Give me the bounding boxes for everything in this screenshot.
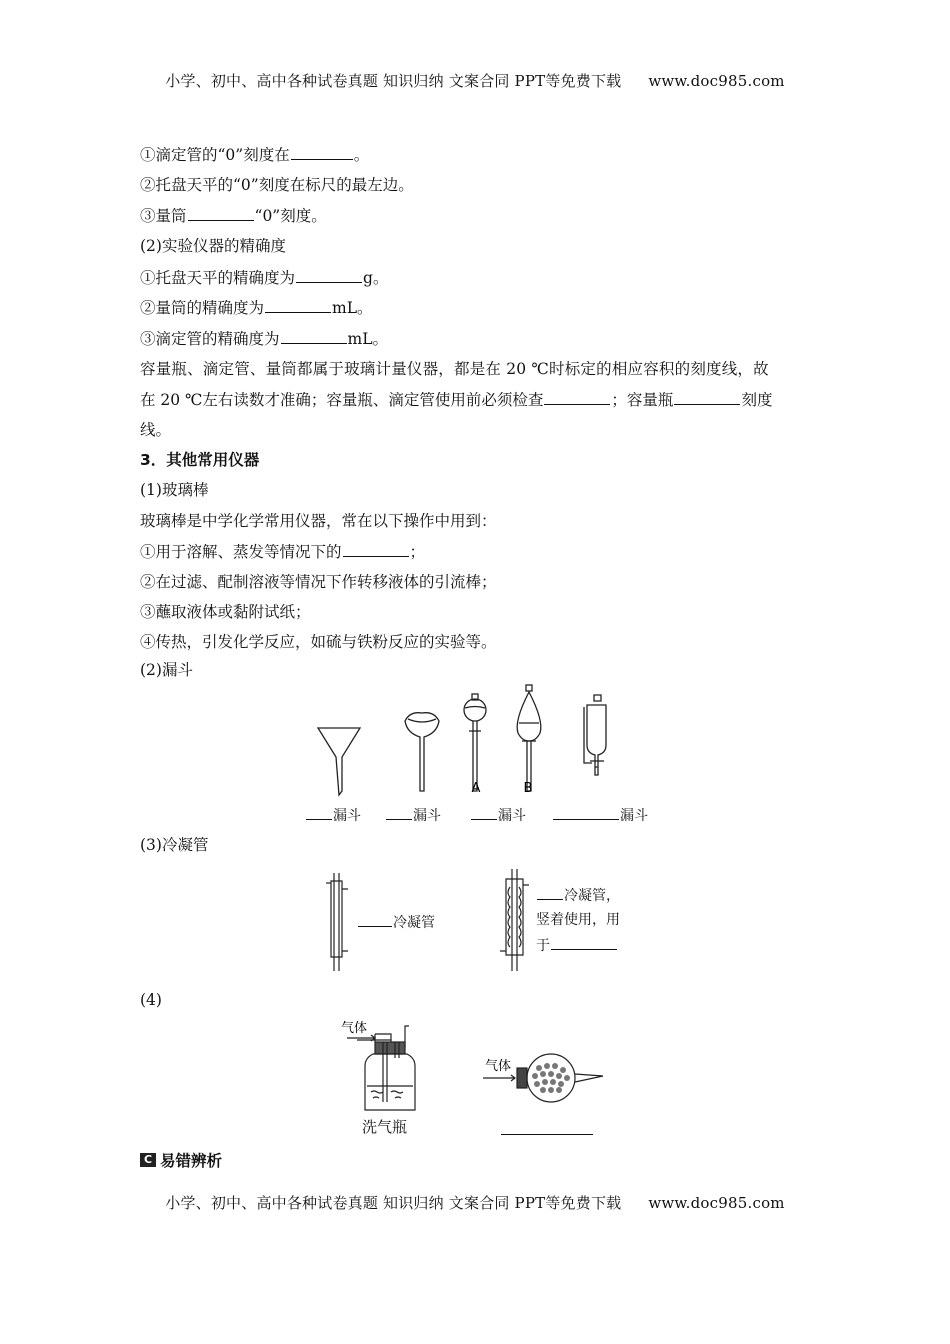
answer-blank[interactable] xyxy=(386,804,412,820)
glass-rod-use-3: ③蘸取液体或黏附试纸； xyxy=(140,603,311,621)
zero-item-2: ②托盘天平的“0”刻度在标尺的最左边。 xyxy=(140,176,414,194)
error-section-title: 易错辨析 xyxy=(160,1152,223,1170)
funnel-label-b: B xyxy=(523,781,533,796)
precision-paragraph-2: 在 20 ℃左右读数才准确；容量瓶、滴定管使用前必须检查 ；容量瓶 刻度 xyxy=(140,391,773,409)
gas-inlet-arrow-2 xyxy=(483,1075,515,1081)
gas-apparatus-figure xyxy=(335,1018,615,1118)
separatory-funnel-a-icon xyxy=(464,694,486,791)
answer-blank[interactable] xyxy=(265,297,331,313)
gas-label-1: 气体 xyxy=(341,1021,368,1036)
answer-blank[interactable] xyxy=(281,328,347,344)
ordinary-funnel-icon xyxy=(318,728,360,795)
gas-label-2: 气体 xyxy=(485,1059,512,1074)
precision-title: (2)实验仪器的精确度 xyxy=(140,237,286,255)
wash-bottle-caption: 洗气瓶 xyxy=(362,1118,408,1136)
precision-item-2: ②量筒的精确度为 mL。 xyxy=(140,299,373,317)
condenser-title: (3)冷凝管 xyxy=(140,836,209,854)
answer-blank[interactable] xyxy=(306,804,332,820)
glass-rod-use-2: ②在过滤、配制溶液等情况下作转移液体的引流棒； xyxy=(140,573,497,591)
funnel-caption-2: 漏斗 xyxy=(385,804,441,825)
glass-rod-use-4: ④传热，引发化学反应，如硫与铁粉反应的实验等。 xyxy=(140,633,497,651)
answer-blank[interactable] xyxy=(291,144,353,160)
glass-rod-title: (1)玻璃棒 xyxy=(140,481,209,499)
long-neck-funnel-icon xyxy=(405,713,439,791)
glass-rod-use-1: ①用于溶解、蒸发等情况下的 ； xyxy=(140,543,426,561)
condenser-caption-2a: 冷凝管， xyxy=(536,884,620,905)
condenser-caption-2b: 竖着使用，用 xyxy=(536,912,620,928)
section-badge-icon: C xyxy=(140,1153,156,1167)
section-3-title: 3．其他常用仪器 xyxy=(140,451,260,469)
error-section-header xyxy=(140,1150,222,1170)
footer-text: 小学、初中、高中各种试卷真题 知识归纳 文案合同 PPT等免费下载 xyxy=(165,1194,622,1212)
funnel-caption-3: 漏斗 xyxy=(470,804,526,825)
separatory-funnel-b-icon xyxy=(517,685,541,791)
answer-blank[interactable] xyxy=(537,884,563,900)
answer-blank[interactable] xyxy=(343,541,409,557)
header-site: www.doc985.com xyxy=(648,72,785,90)
condenser-caption-2c: 于 xyxy=(536,934,618,955)
funnel-caption-1: 漏斗 xyxy=(305,804,361,825)
answer-blank[interactable] xyxy=(471,804,497,820)
drying-agent-granules xyxy=(532,1063,570,1093)
precision-item-3: ③滴定管的精确度为 mL。 xyxy=(140,330,389,348)
answer-blank[interactable] xyxy=(358,911,392,927)
answer-blank[interactable] xyxy=(544,389,610,405)
answer-blank[interactable] xyxy=(296,267,362,283)
answer-blank[interactable] xyxy=(674,389,740,405)
page-footer xyxy=(0,1192,950,1213)
condenser-caption-1: 冷凝管 xyxy=(357,911,435,932)
page-header xyxy=(0,70,950,91)
straight-condenser-icon xyxy=(326,873,348,971)
precision-item-1: ①托盘天平的精确度为 g。 xyxy=(140,269,389,287)
drying-tube-answer-blank[interactable] xyxy=(501,1134,593,1135)
pressure-equalizing-funnel-icon xyxy=(584,695,606,775)
bulb-condenser-icon xyxy=(500,869,529,971)
funnel-label-a: A xyxy=(471,781,481,796)
funnel-caption-4: 漏斗 xyxy=(552,804,648,825)
zero-item-1: ①滴定管的“0”刻度在 。 xyxy=(140,146,370,164)
zero-item-3: ③量筒 “0”刻度。 xyxy=(140,207,327,225)
header-text: 小学、初中、高中各种试卷真题 知识归纳 文案合同 PPT等免费下载 xyxy=(165,72,622,90)
precision-paragraph-1: 容量瓶、滴定管、量筒都属于玻璃计量仪器，都是在 20 ℃时标定的相应容积的刻度线，故 xyxy=(140,360,769,378)
funnel-title: (2)漏斗 xyxy=(140,661,193,679)
answer-blank[interactable] xyxy=(551,934,617,950)
funnels-figure xyxy=(300,683,660,823)
answer-blank[interactable] xyxy=(188,205,254,221)
footer-site: www.doc985.com xyxy=(648,1194,785,1212)
answer-blank[interactable] xyxy=(553,804,619,820)
glass-rod-intro: 玻璃棒是中学化学常用仪器，常在以下操作中用到： xyxy=(140,512,497,530)
item-4-title: (4) xyxy=(140,991,162,1009)
precision-paragraph-3: 线。 xyxy=(140,421,172,439)
